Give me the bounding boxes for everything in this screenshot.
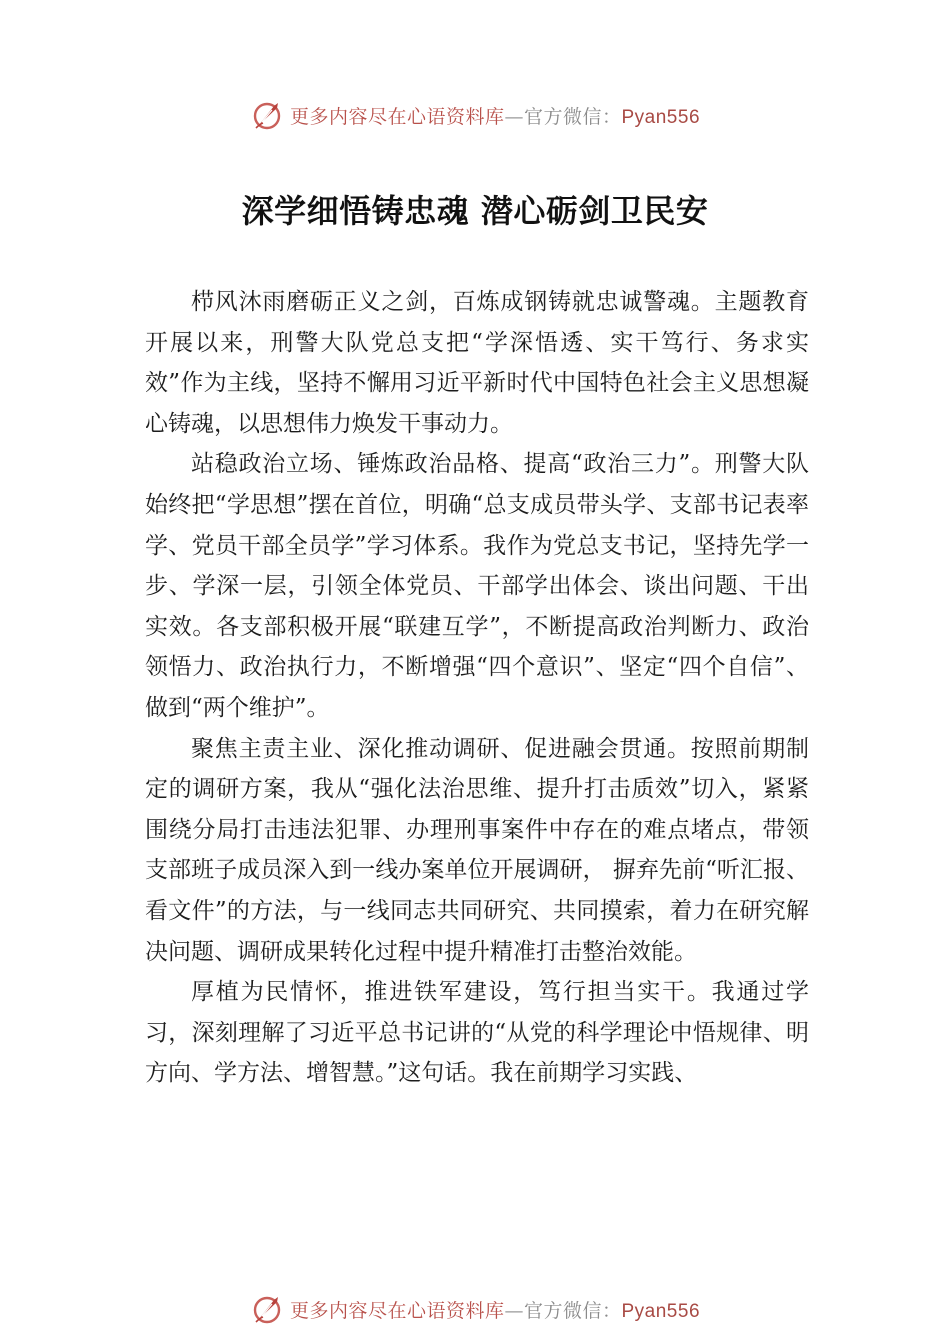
watermark-brand: 更多内容尽在心语资料库 [289, 105, 505, 128]
watermark-text [290, 102, 700, 129]
watermark-wechat-id: Pyan556 [621, 1300, 701, 1322]
body-paragraph: 聚焦主责主业、深化推动调研、促进融会贯通。按照前期制定的调研方案，我从“强化法治思维、提升打击质效”切入，紧紧围绕分局打击违法犯罪、办理刑事案件中存在的难点堵点，带领支部班子成员深入到一线办案单位开展调研， 摒弃先前“听汇报、看文件”的方法，与一线同志共同研究、共同摸索，着力在研究解决问题、调研成果转化过程中提升精准打击整治效能。 [145, 735, 809, 965]
watermark-brand: 更多内容尽在心语资料库 [289, 1299, 505, 1322]
body-paragraph: 站稳政治立场、锤炼政治品格、提高“政治三力”。刑警大队始终把“学思想”摆在首位，明确“总支成员带头学、支部书记表率学、党员干部全员学”学习体系。我作为党总支书记，坚持先学一步、学深一层，引领全体党员、干部学出体会、谈出问题、干出实效。各支部积极开展“联建互学”，不断提高政治判断力、政治领悟力、政治执行力，不断增强“四个意识”、坚定“四个自信”、做到“两个维护”。 [145, 451, 809, 721]
watermark-text [290, 1296, 700, 1323]
body-paragraph: 栉风沐雨磨砺正义之剑，百炼成钢铸就忠诚警魂。主题教育开展以来，刑警大队党总支把“学深悟透、实干笃行、务求实效”作为主线，坚持不懈用习近平新时代中国特色社会主义思想凝心铸魂，以思想伟力焕发干事动力。 [145, 289, 809, 437]
document-title: 深学细悟铸忠魂 潜心砺剑卫民安 [241, 192, 709, 230]
watermark-separator: — [504, 105, 524, 128]
watermark-footer [0, 1289, 950, 1329]
body-paragraph: 厚植为民情怀，推进铁军建设，笃行担当实干。我通过学习，深刻理解了习近平总书记讲的“从党的科学理论中悟规律、明方向、学方法、增智慧。”这句话。我在前期学习实践、 [145, 979, 809, 1087]
quill-logo-icon [250, 98, 284, 132]
watermark-separator: — [504, 1299, 524, 1322]
quill-logo-icon [250, 1292, 284, 1326]
document-body [145, 282, 809, 1094]
watermark-wechat-id: Pyan556 [621, 106, 701, 128]
watermark-label: 官方微信： [523, 1299, 622, 1322]
watermark-header [0, 95, 950, 135]
watermark-label: 官方微信： [523, 105, 622, 128]
